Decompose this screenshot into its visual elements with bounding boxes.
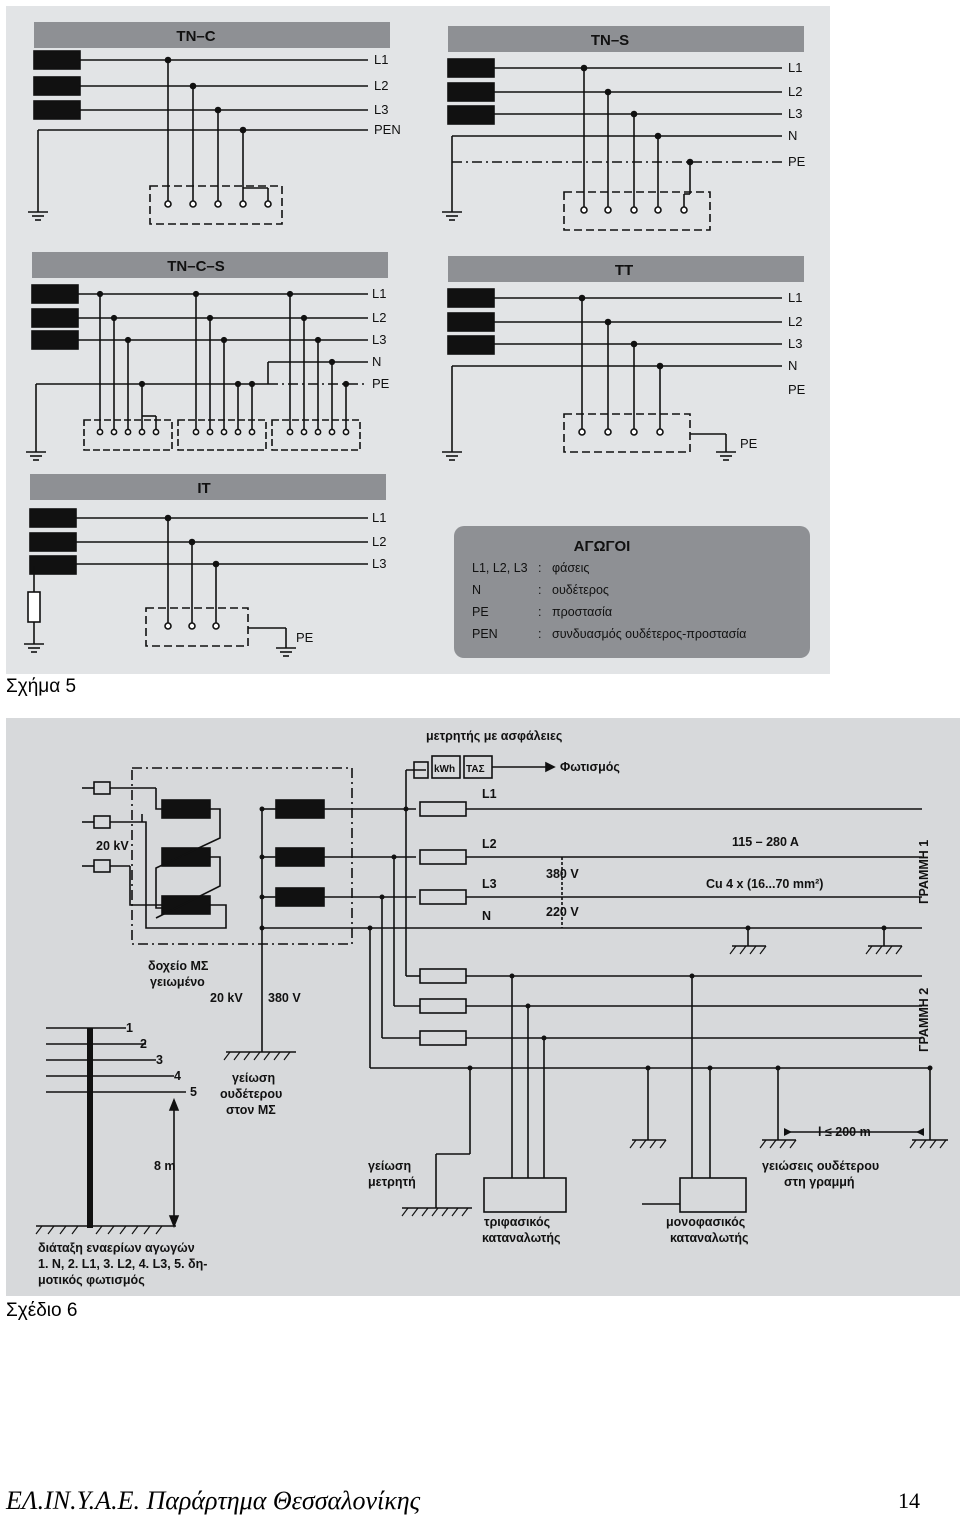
pole-number-4: 4 [174,1069,181,1083]
overhead-1: διάταξη εναερίων αγωγών [38,1241,195,1255]
legend-term-phases: L1, L2, L3 [472,561,528,575]
tncs-title: TN–C–S [167,258,225,275]
fuse-kv-label: 20 kV [96,839,129,853]
tns-title: TN–S [590,32,630,49]
figure-6-distribution-network [6,718,960,1296]
legend-sep-neutral: : [538,583,542,597]
tank-label-2: γειωμένο [150,975,205,989]
three-phase-2: καταναλωτής [482,1231,561,1245]
tns-label-l1: L1 [788,60,803,75]
tt-title: TT [614,262,634,279]
legend-sep-pen: : [538,627,542,641]
lighting-label: Φωτισμός [560,760,620,774]
transformer-kv-label: 20 kV [210,991,243,1005]
tnc-label-l3: L3 [374,102,389,117]
figure-6-caption: Σχέδιο 6 [6,1300,78,1321]
meter-earth-2: μετρητή [368,1175,416,1189]
kwh-label: kWh [434,764,456,775]
pole-number-5: 5 [190,1085,197,1099]
pole-number-2: 2 [140,1037,147,1051]
meter-label: μετρητής με ασφάλειες [426,729,563,743]
footer-organization: ΕΛ.ΙΝ.Υ.Α.Ε. Παράρτημα Θεσσαλονίκης [6,1486,421,1515]
tnc-label-l2: L2 [374,78,389,93]
tnc-title: TN–C [176,28,216,45]
overhead-2: 1. N, 2. L1, 3. L2, 4. L3, 5. δη- [38,1257,208,1271]
height-label: 8 m [154,1159,176,1173]
page-number: 14 [898,1488,920,1513]
distance-label: l ≤ 200 m [818,1125,871,1139]
meter-earth-1: γείωση [368,1159,412,1173]
tns-label-n: N [788,128,798,143]
tt-label-l2: L2 [788,314,803,329]
figure-5-caption: Σχήμα 5 [6,676,77,697]
tncs-label-l2: L2 [372,310,387,325]
tnc-label-l1: L1 [374,52,389,67]
line-earths-2: στη γραμμή [784,1175,855,1189]
tt-label-n: N [788,358,798,373]
line-label-l2: L2 [482,837,497,851]
three-phase-1: τριφασικός [484,1215,551,1229]
it-earth-label: PE [296,630,314,645]
legend-desc-protection: προστασία [552,605,613,619]
current-label: 115 – 280 A [732,835,799,849]
tt-label-l1: L1 [788,290,803,305]
pole-number-3: 3 [156,1053,163,1067]
cable-label: Cu 4 x (16...70 mm²) [706,877,824,891]
tns-label-l3: L3 [788,106,803,121]
line1-label: ΓΡΑΜΜΗ 1 [917,839,931,904]
tank-label-1: δοχείο ΜΣ [148,959,209,973]
neutral-earth-3: στον ΜΣ [226,1103,276,1117]
legend-title: ΑΓΩΓΟΙ [573,538,631,555]
tt-label-l3: L3 [788,336,803,351]
line-label-l3: L3 [482,877,497,891]
line-label-n: N [482,909,492,923]
tncs-label-l3: L3 [372,332,387,347]
line-label-l1: L1 [482,787,497,801]
tt-earth-label: PE [740,436,758,451]
single-phase-2: καταναλωτής [670,1231,749,1245]
tt-label-pe: PE [788,382,806,397]
legend-term-protection: PE [472,605,489,619]
tns-label-l2: L2 [788,84,803,99]
tncs-label-pe: PE [372,376,390,391]
line-earths-1: γειώσεις ουδέτερου [762,1159,880,1173]
legend-sep-protection: : [538,605,542,619]
it-title: IT [197,480,211,497]
it-label-l3: L3 [372,556,387,571]
tas-label: ΤΑΣ [466,764,485,775]
legend-desc-neutral: ουδέτερος [552,583,609,597]
single-phase-1: μονοφασικός [666,1215,746,1229]
tnc-label-pen: PEN [374,122,401,137]
neutral-earth-2: ουδέτερου [220,1087,283,1101]
legend-sep-phases: : [538,561,542,575]
legend-desc-phases: φάσεις [552,561,590,575]
tncs-label-l1: L1 [372,286,387,301]
it-label-l1: L1 [372,510,387,525]
overhead-3: μοτικός φωτισμός [38,1273,145,1287]
legend-desc-pen: συνδυασμός ουδέτερος-προστασία [552,627,747,641]
figure-5-earthing-systems [6,6,830,674]
tncs-label-n: N [372,354,382,369]
it-label-l2: L2 [372,534,387,549]
transformer-v-label: 380 V [268,991,301,1005]
v220-label: 220 V [546,905,579,919]
tns-label-pe: PE [788,154,806,169]
pole-number-1: 1 [126,1021,133,1035]
line2-label: ΓΡΑΜΜΗ 2 [917,987,931,1052]
legend-term-pen: PEN [472,627,498,641]
neutral-earth-1: γείωση [232,1071,276,1085]
v380-label: 380 V [546,867,579,881]
legend-term-neutral: N [472,583,482,597]
